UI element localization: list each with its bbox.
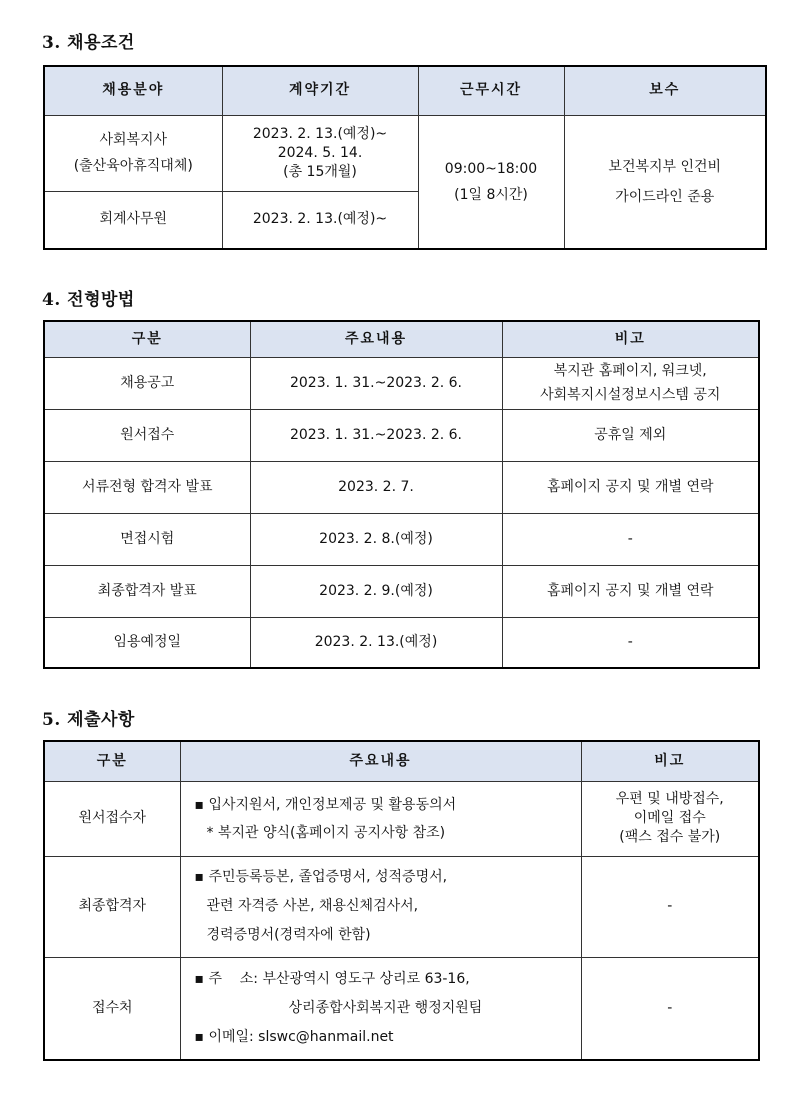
category-cell: 서류전형 합격자 발표 bbox=[44, 461, 250, 513]
hours-line: (1일 8시간) bbox=[454, 186, 528, 203]
submission-items-table bbox=[43, 740, 760, 1061]
section-title-submission-items: 5. 제출사항 bbox=[42, 710, 135, 730]
hours-cell bbox=[418, 115, 564, 249]
content-cell bbox=[180, 781, 581, 856]
content-line: ▪ 이메일: slswc@hanmail.net bbox=[194, 1028, 394, 1045]
table-row bbox=[44, 957, 759, 1060]
header-content: 주요내용 bbox=[250, 321, 502, 357]
content-line: 경력증명서(경력자에 한함) bbox=[206, 927, 371, 943]
category-cell: 면접시험 bbox=[44, 513, 250, 565]
pay-cell bbox=[564, 115, 766, 249]
content-line: * 복지관 양식(홈페이지 공지사항 참조) bbox=[206, 824, 446, 841]
period-cell bbox=[222, 115, 418, 191]
field-cell: 회계사무원 bbox=[44, 191, 222, 249]
table-row bbox=[44, 565, 759, 617]
note-cell: - bbox=[581, 957, 759, 1060]
section-title-recruitment-conditions: 3. 채용조건 bbox=[42, 33, 135, 53]
note-cell: - bbox=[502, 617, 759, 668]
content-line: 관련 자격증 사본, 채용신체검사서, bbox=[206, 898, 419, 914]
header-note: 비고 bbox=[581, 741, 759, 781]
header-note: 비고 bbox=[502, 321, 759, 357]
recruitment-conditions-table bbox=[43, 65, 767, 250]
note-line: 복지관 홈페이지, 워크넷, bbox=[553, 363, 707, 379]
note-cell: 홈페이지 공지 및 개별 연락 bbox=[502, 461, 759, 513]
note-line: 이메일 접수 bbox=[633, 810, 706, 826]
category-cell: 임용예정일 bbox=[44, 617, 250, 668]
category-cell: 원서접수 bbox=[44, 409, 250, 461]
period-line: (총 15개월) bbox=[283, 163, 357, 180]
note-cell: - bbox=[502, 513, 759, 565]
content-line: ▪ 주 소: 부산광역시 영도구 상리로 63-16, bbox=[194, 970, 470, 987]
table-row bbox=[44, 781, 759, 856]
header-field: 채용분야 bbox=[44, 66, 222, 115]
pay-line: 가이드라인 준용 bbox=[615, 188, 715, 205]
header-period: 계약기간 bbox=[222, 66, 418, 115]
category-cell: 원서접수자 bbox=[44, 781, 180, 856]
section-title-selection-process: 4. 전형방법 bbox=[42, 290, 135, 310]
table-row bbox=[44, 513, 759, 565]
content-cell: 2023. 2. 8.(예정) bbox=[250, 513, 502, 565]
category-cell: 최종합격자 bbox=[44, 856, 180, 957]
category-cell: 최종합격자 발표 bbox=[44, 565, 250, 617]
content-cell: 2023. 1. 31.~2023. 2. 6. bbox=[250, 409, 502, 461]
selection-process-table bbox=[43, 320, 760, 669]
content-cell: 2023. 2. 13.(예정) bbox=[250, 617, 502, 668]
table-row bbox=[44, 357, 759, 409]
content-line: ▪ 주민등록등본, 졸업증명서, 성적증명서, bbox=[194, 869, 448, 885]
note-line: (팩스 접수 불가) bbox=[619, 829, 721, 845]
content-cell: 2023. 2. 7. bbox=[250, 461, 502, 513]
content-cell: 2023. 1. 31.~2023. 2. 6. bbox=[250, 357, 502, 409]
field-line: 사회복지사 bbox=[99, 132, 168, 148]
note-cell: 공휴일 제외 bbox=[502, 409, 759, 461]
note-cell bbox=[581, 781, 759, 856]
note-line: 우편 및 내방접수, bbox=[615, 791, 724, 807]
category-cell: 채용공고 bbox=[44, 357, 250, 409]
hours-line: 09:00~18:00 bbox=[444, 160, 538, 177]
period-line: 2024. 5. 14. bbox=[277, 144, 363, 161]
period-cell: 2023. 2. 13.(예정)~ bbox=[222, 191, 418, 249]
table-row bbox=[44, 409, 759, 461]
note-cell: - bbox=[581, 856, 759, 957]
note-line: 사회복지시설정보시스템 공지 bbox=[540, 387, 721, 403]
content-cell bbox=[180, 856, 581, 957]
content-line: 상리종합사회복지관 행정지원팀 bbox=[288, 999, 483, 1016]
pay-line: 보건복지부 인건비 bbox=[608, 158, 722, 175]
content-cell bbox=[180, 957, 581, 1060]
field-cell bbox=[44, 115, 222, 191]
header-category: 구분 bbox=[44, 741, 180, 781]
content-cell: 2023. 2. 9.(예정) bbox=[250, 565, 502, 617]
note-cell bbox=[502, 357, 759, 409]
header-content: 주요내용 bbox=[180, 741, 581, 781]
period-line: 2023. 2. 13.(예정)~ bbox=[252, 125, 388, 142]
content-line: ▪ 입사지원서, 개인정보제공 및 활용동의서 bbox=[194, 796, 457, 813]
header-category: 구분 bbox=[44, 321, 250, 357]
field-line: (출산육아휴직대체) bbox=[73, 158, 193, 174]
table-row bbox=[44, 461, 759, 513]
table-row bbox=[44, 856, 759, 957]
header-pay: 보수 bbox=[564, 66, 766, 115]
header-hours: 근무시간 bbox=[418, 66, 564, 115]
category-cell: 접수처 bbox=[44, 957, 180, 1060]
note-cell: 홈페이지 공지 및 개별 연락 bbox=[502, 565, 759, 617]
table-row bbox=[44, 617, 759, 668]
